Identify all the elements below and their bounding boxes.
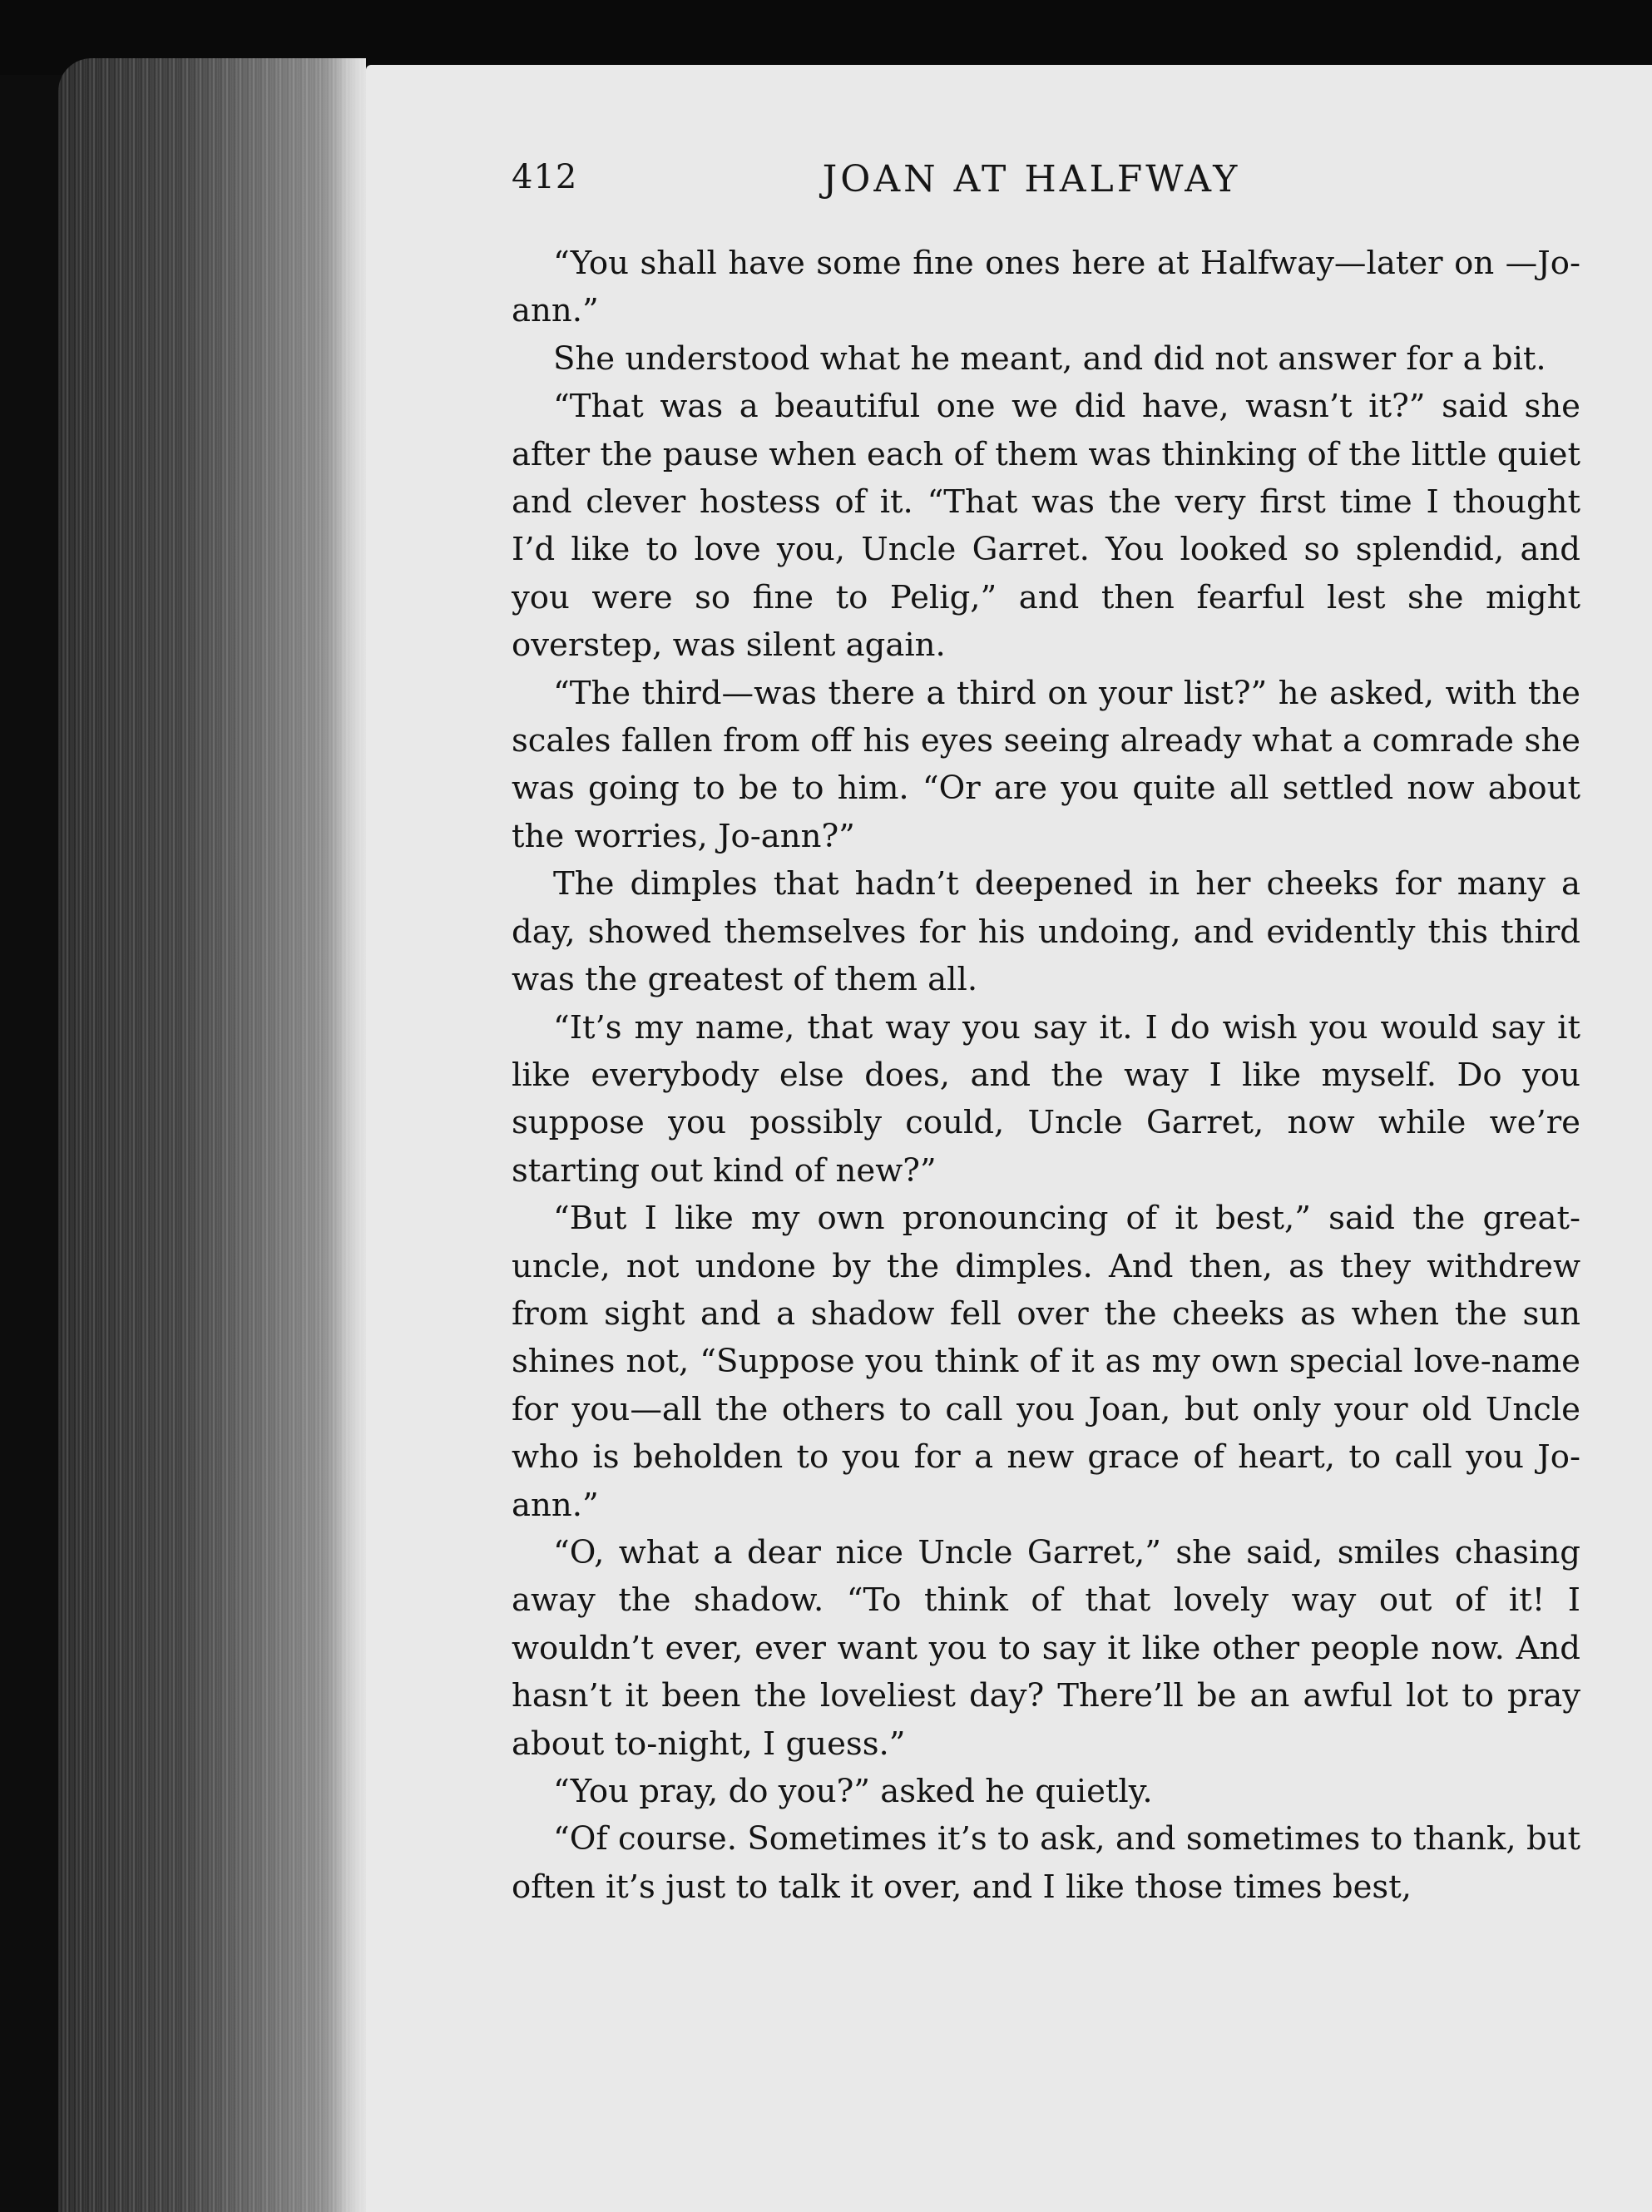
page-header bbox=[512, 158, 1551, 225]
paragraph: “But I like my own pronouncing of it best,” said the great-uncle, not undone by the dimples. And then, as they withdrew from sight and a shadow fell over the cheeks as when the sun shines not, “Suppose you think of it as my own special love-name for you—all the others to call you Joan, but only your old Uncle who is beholden to you for a new grace of heart, to call you Jo-ann.” bbox=[512, 1200, 1580, 1524]
page-body bbox=[512, 240, 1580, 1911]
page-sheet bbox=[366, 65, 1652, 2212]
paragraph: “Of course. Sometimes it’s to ask, and sometimes to thank, but often it’s just to talk it over, and I like those times best, bbox=[512, 1820, 1580, 1906]
paragraph: “O, what a dear nice Uncle Garret,” she said, smiles chasing away the shadow. “To think of that lovely way out of it! I wouldn’t ever, ever want you to say it like other people now. And hasn’t it been the loveliest day? There’ll be an awful lot to pray about to-night, I guess.” bbox=[512, 1533, 1580, 1763]
paragraph: “You shall have some fine ones here at Halfway—later on —Jo-ann.” bbox=[512, 245, 1580, 330]
paragraph: “You pray, do you?” asked he quietly. bbox=[553, 1773, 1153, 1810]
paragraph: “The third—was there a third on your list?” he asked, with the scales fallen from off his eyes seeing already what a comrade she was going to be to him. “Or are you quite all settled now about the worries, Jo-ann?” bbox=[512, 674, 1580, 855]
paragraph: “It’s my name, that way you say it. I do wish you would say it like everybody else does, and the way I like myself. Do you suppose you possibly could, Uncle Garret, now while we’re starting out kind of new?” bbox=[512, 1008, 1580, 1190]
running-title: JOAN AT HALFWAY bbox=[822, 158, 1241, 200]
paragraph: The dimples that hadn’t deepened in her cheeks for many a day, showed themselves for his undoing, and evidently this third was the greatest of them all. bbox=[512, 865, 1580, 999]
paragraph: “That was a beautiful one we did have, wasn’t it?” said she after the pause when each of them was thinking of the little quiet and clever hostess of it. “That was the very first time I thought I’d like to love you, Uncle Garret. You looked so splendid, and you were so fine to Pelig,” and then fearful lest she might overstep, was silent again. bbox=[512, 388, 1581, 665]
book-page-edges bbox=[58, 58, 366, 2212]
paragraph: She understood what he meant, and did not answer for a bit. bbox=[553, 339, 1546, 378]
page-number: 412 bbox=[512, 158, 578, 196]
